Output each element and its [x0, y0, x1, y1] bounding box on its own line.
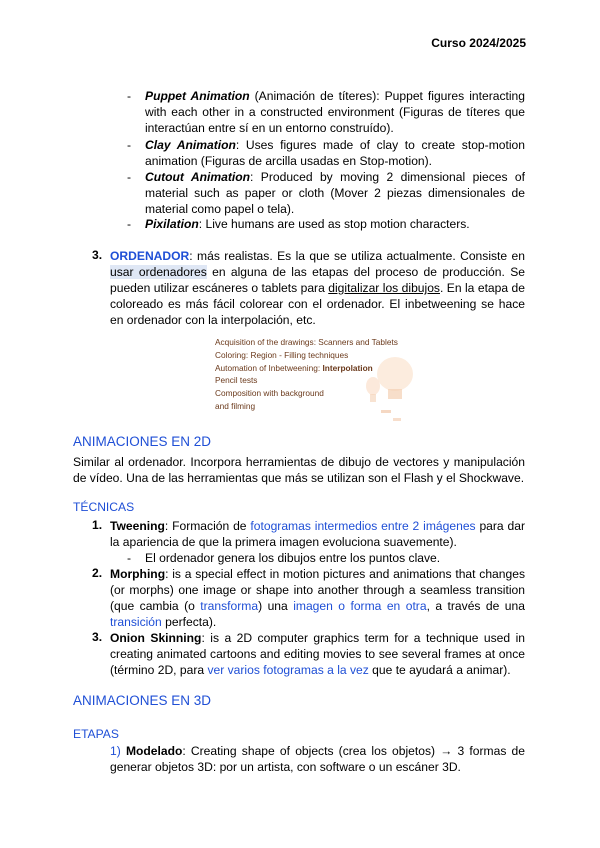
ordenador-term: ORDENADOR	[110, 249, 190, 263]
tweening-paragraph	[110, 518, 525, 550]
figure-line: Composition with background	[215, 388, 324, 399]
paragraph-2d: Similar al ordenador. Incorpora herramientas de dibujo de vectores y manipulación de vídeo. Una de las herramientas que más se utilizan son el Flash y el Shockwave.	[73, 455, 525, 485]
item-number: 1)	[110, 744, 121, 758]
term: Cutout Animation	[145, 170, 251, 184]
text: : Creating shape of objects (crea los objetos) → 3 formas de generar objetos 3D: por un artista, con software o un escáner 3D.	[110, 744, 525, 774]
figure-line-interpolation	[215, 362, 415, 375]
blue-text: transición	[110, 615, 162, 629]
heading-3d: ANIMACIONES EN 3D	[73, 693, 212, 708]
text: ) una	[258, 599, 294, 613]
modelado-paragraph	[110, 743, 525, 775]
description: : Live humans are used as stop motion characters.	[198, 217, 470, 231]
blue-text: fotogramas intermedios entre 2 imágenes	[250, 519, 476, 533]
figure-line: Coloring: Region - Filling techniques	[215, 349, 349, 360]
production-figure	[215, 336, 415, 428]
figure-line: Pencil tests	[215, 375, 258, 386]
description: (Animación de títeres): Puppet figures interacting with each other in a constructed environment (Figuras de títeres que interactúan entre sí en un entorno construído).	[145, 89, 525, 135]
onion-paragraph	[110, 630, 525, 678]
term: Puppet Animation	[145, 89, 250, 103]
figure-line: Acquisition of the drawings: Scanners and Tablets	[215, 337, 398, 347]
bullet-dash: -	[127, 89, 132, 103]
list-item	[145, 88, 525, 136]
underlined-text: digitalizar los dibujos	[328, 281, 440, 295]
figure-line: and filming	[215, 400, 256, 411]
term: Tweening	[110, 519, 165, 533]
text: . En la etapa de coloreado es más fácil colorear con el ordenador. El inbetweening se hace en ordenador con la interpolación, etc.	[110, 281, 525, 327]
text: : Formación de	[164, 519, 251, 533]
blue-text: imagen o forma en otra	[293, 599, 427, 613]
heading-tecnicas: TÉCNICAS	[73, 500, 135, 514]
description: : Produced by moving 2 dimensional pieces of material such as paper or cloth (Mover 2 piezas dimensionales de material como papel o tela).	[145, 170, 526, 216]
heading-etapas: ETAPAS	[73, 727, 119, 741]
term: Morphing	[110, 567, 166, 581]
term: Clay Animation	[145, 138, 236, 152]
list-item	[145, 216, 525, 232]
term: Pixilation	[145, 217, 199, 231]
list-item	[145, 169, 525, 217]
tweening-subitem: El ordenador genera los dibujos entre los puntos clave.	[145, 551, 441, 565]
heading-2d: ANIMACIONES EN 2D	[73, 434, 212, 449]
bullet-dash: -	[127, 138, 132, 152]
term: Modelado	[125, 744, 183, 758]
item-number: 1.	[92, 518, 103, 532]
term: Onion Skinning	[110, 631, 202, 645]
bullet-dash: -	[127, 170, 132, 184]
text: para dar la apariencia de que la primera imagen evoluciona suavemente).	[110, 519, 525, 549]
description: : Uses figures made of clay to create stop-motion animation (Figuras de arcilla usadas en Stop-motion).	[145, 138, 525, 168]
figure-bold-word: Interpolation	[322, 362, 373, 373]
item-number: 2.	[92, 566, 103, 580]
text: perfecta).	[161, 615, 217, 629]
bullet-dash: -	[127, 217, 132, 231]
text: , a través de una	[426, 599, 525, 613]
text: : is a special effect in motion pictures and animations that changes (or morphs) one image or shape into another through a seamless transition (que cambia (o	[110, 567, 525, 613]
highlighted-text: usar ordenadores	[110, 265, 207, 279]
blue-text: transforma	[200, 599, 259, 613]
morphing-paragraph	[110, 566, 525, 630]
blue-text: ver varios fotogramas a la vez	[207, 663, 369, 677]
figure-text: Automation of Inbetweening:	[215, 362, 323, 373]
text: : más realistas. Es la que se utiliza actualmente. Consiste en	[189, 249, 525, 263]
text: en alguna de las etapas del proceso de producción. Se pueden utilizar escáneres o tablets para	[110, 265, 525, 295]
ordenador-paragraph	[110, 248, 525, 328]
text: : is a 2D computer graphics term for a technique used in creating animated cartoons and editing movies to see several frames at once (término 2D, para	[110, 631, 525, 677]
list-item	[145, 137, 525, 169]
course-header: Curso 2024/2025	[431, 36, 526, 50]
item-number: 3.	[92, 630, 103, 644]
text: que te ayudará a animar).	[368, 663, 511, 677]
item-number: 3.	[92, 248, 103, 262]
bullet-dash: -	[127, 551, 132, 565]
